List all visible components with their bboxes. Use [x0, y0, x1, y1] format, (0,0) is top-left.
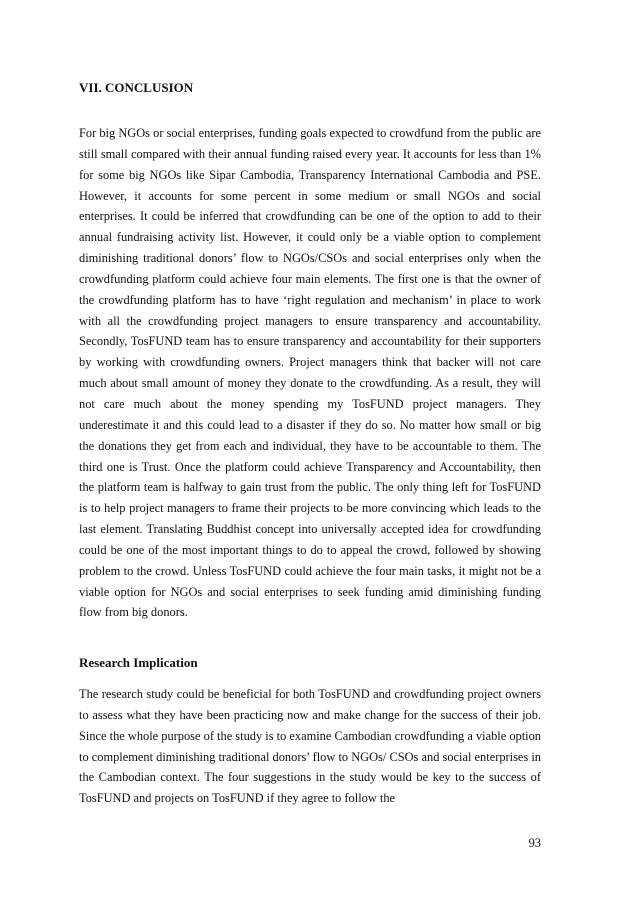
subheading-research-implication: Research Implication: [79, 655, 198, 670]
page-number: 93: [528, 836, 541, 850]
research-implication-paragraph: The research study could be beneficial for both TosFUND and crowdfunding project owners to assess what they have been practicing now and make change for the success of their job. Since the whole purpose of the study is to examine Cambodian crowdfunding a viable option to complement diminishing traditional donors’ flow to NGOs/ CSOs and social enterprises in the Cambodian context. The four suggestions in the study would be key to the success of TosFUND and projects on TosFUND if they agree to follow the: [79, 687, 541, 806]
section-heading-conclusion: VII. CONCLUSION: [79, 80, 194, 95]
conclusion-paragraph: For big NGOs or social enterprises, funding goals expected to crowdfund from the public are still small compared with their annual funding raised every year. It accounts for less than 1% for some big NGOs like Sipar Cambodia, Transparency International Cambodia and PSE. However, it accounts for some percent in some medium or small NGOs and social enterprises. It could be inferred that crowdfunding can be one of the option to add to their annual fundraising activity list. However, it could only be a viable option to complement diminishing traditional donors’ flow to NGOs/CSOs and social enterprises only when the crowdfunding platform could achieve four main elements. The first one is that the owner of the crowdfunding platform has to have ‘right regulation and mechanism’ in place to work with all the crowdfunding project managers to ensure transparency and accountability. Secondly, TosFUND team has to ensure transparency and accountability for their supporters by working with crowdfunding owners. Project managers think that backer will not care much about small amount of money they donate to the crowdfunding. As a result, they will not care much about the money spending my TosFUND project managers. They underestimate it and this could lead to a disaster if they do so. No matter how small or big the donations they get from each and individual, they have to be accountable to them. The third one is Trust. Once the platform could achieve Transparency and Accountability, then the platform team is halfway to gain trust from the public. The only thing left for TosFUND is to help project managers to frame their projects to be more convincing which leads to the last element. Translating Buddhist concept into universally accepted idea for crowdfunding could be one of the most important things to do to appeal the crowd, followed by showing problem to the crowd. Unless TosFUND could achieve the four main tasks, it might not be a viable option for NGOs and social enterprises to seek funding amid diminishing funding flow from big donors.: [79, 126, 541, 620]
